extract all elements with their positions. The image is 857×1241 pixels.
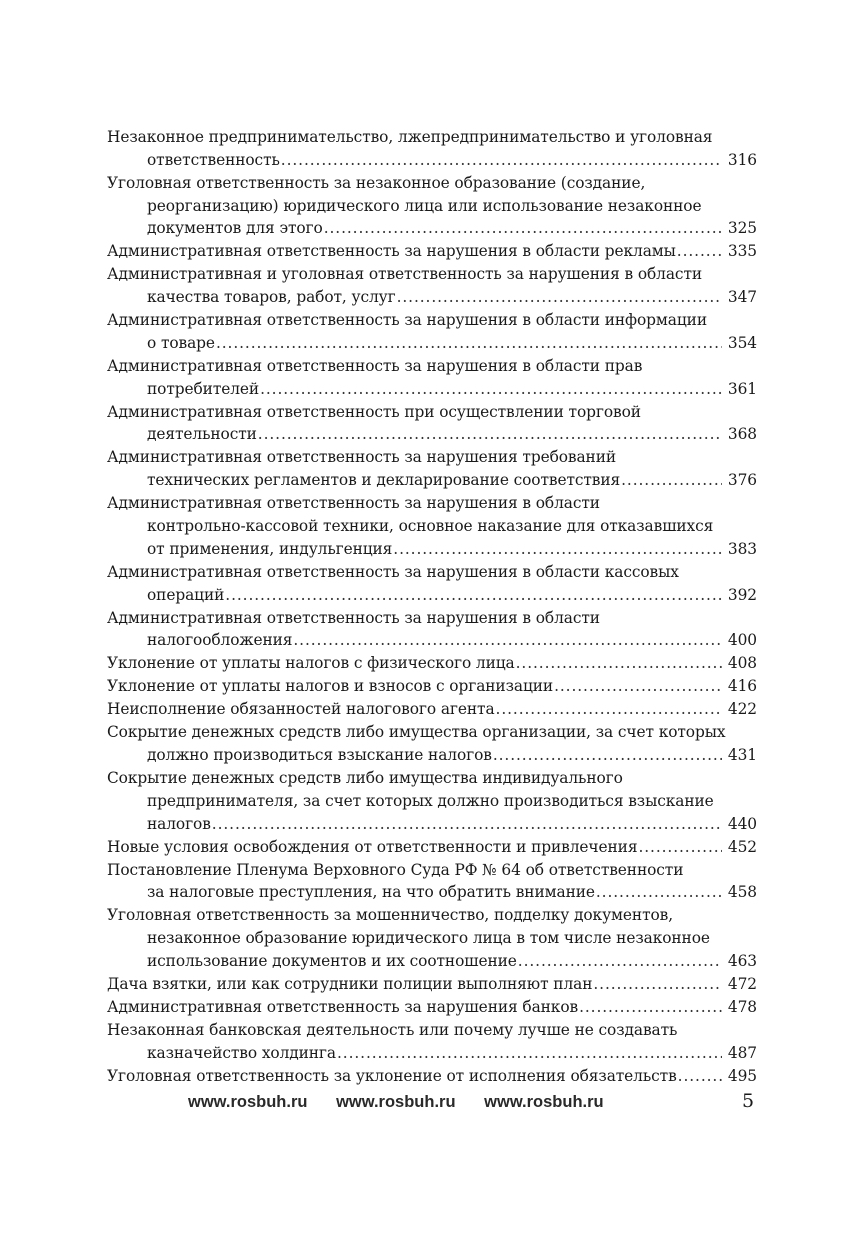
toc-entry-last-line xyxy=(107,217,757,240)
dot-leader xyxy=(260,378,722,401)
dot-leader xyxy=(678,1065,722,1088)
dot-leader xyxy=(554,675,722,698)
toc-entry-last-line xyxy=(107,744,757,767)
toc-page-number: 354 xyxy=(727,333,757,352)
toc-page-number: 416 xyxy=(727,677,757,696)
dot-leader xyxy=(397,286,722,309)
toc-entry-line: Незаконное предпринимательство, лжепредпринимательство и уголовная xyxy=(107,128,713,146)
toc-entry[interactable] xyxy=(107,904,757,972)
toc-entry[interactable] xyxy=(107,126,757,172)
toc-entry[interactable] xyxy=(107,652,757,675)
toc-entry-line: незаконное образование юридического лица в том числе незаконное xyxy=(147,929,710,948)
toc-entry-last-line xyxy=(107,286,757,309)
footer-website-link[interactable]: www.rosbuh.ru xyxy=(484,1093,604,1111)
dot-leader xyxy=(393,538,722,561)
toc-entry-last-line xyxy=(107,1065,757,1088)
toc-entry-title-text: налогообложения xyxy=(147,631,293,650)
toc-entry-title-text: Уклонение от уплаты налогов с физического лица xyxy=(107,654,515,673)
toc-entry[interactable] xyxy=(107,309,757,355)
toc-entry-line: Административная ответственность при осуществлении торговой xyxy=(107,402,641,421)
toc-entry-last-line xyxy=(107,813,757,836)
toc-entry-last-line xyxy=(107,950,757,973)
toc-entry-title-text: ответственность xyxy=(147,150,280,169)
toc-entry[interactable] xyxy=(107,492,757,560)
toc-entry-line: Уголовная ответственность за незаконное образование (создание, xyxy=(107,173,646,192)
toc-entry-last-line xyxy=(107,996,757,1019)
toc-entry-last-line xyxy=(107,149,757,172)
toc-entry-last-line xyxy=(107,698,757,721)
toc-entry-line: Административная ответственность за нарушения в области прав xyxy=(107,356,643,375)
toc-entry[interactable] xyxy=(107,263,757,309)
toc-entry-line: контрольно-кассовой техники, основное наказание для отказавшихся xyxy=(147,517,714,536)
toc-page-number: 316 xyxy=(727,150,757,169)
table-of-contents xyxy=(107,126,757,1088)
toc-entry-title-text: использование документов и их соотношение xyxy=(147,952,517,971)
toc-page-number: 408 xyxy=(727,654,757,673)
toc-entry-last-line xyxy=(107,836,757,859)
toc-entry-title-text: должно производиться взыскание налогов xyxy=(147,746,492,765)
toc-entry-last-line xyxy=(107,652,757,675)
toc-page-number: 495 xyxy=(727,1066,757,1085)
dot-leader xyxy=(516,652,722,675)
toc-entry[interactable] xyxy=(107,767,757,835)
toc-entry[interactable] xyxy=(107,721,757,767)
toc-entry[interactable] xyxy=(107,1019,757,1065)
toc-entry[interactable] xyxy=(107,561,757,607)
toc-entry-title-text: за налоговые преступления, на что обратить внимание xyxy=(147,883,595,902)
dot-leader xyxy=(621,469,722,492)
toc-entry-line: Уголовная ответственность за мошенничество, подделку документов, xyxy=(107,906,673,925)
toc-entry-title-text: Дача взятки, или как сотрудники полиции выполняют план xyxy=(107,975,593,994)
toc-entry[interactable] xyxy=(107,240,757,263)
toc-page-number: 440 xyxy=(727,814,757,833)
toc-entry-title-text: о товаре xyxy=(147,333,215,352)
dot-leader xyxy=(496,698,722,721)
toc-entry-last-line xyxy=(107,378,757,401)
dot-leader xyxy=(281,149,722,172)
toc-entry-last-line xyxy=(107,1042,757,1065)
page-number: 5 xyxy=(742,1090,755,1112)
toc-entry-title-text: Административная ответственность за нарушения банков xyxy=(107,998,579,1017)
toc-entry[interactable] xyxy=(107,859,757,905)
toc-entry-line: реорганизацию) юридического лица или использование незаконное xyxy=(147,196,702,215)
footer-website-link[interactable]: www.rosbuh.ru xyxy=(336,1093,456,1111)
page-footer xyxy=(0,1090,857,1119)
toc-entry-line: Сокрытие денежных средств либо имущества индивидуального xyxy=(107,769,623,788)
footer-website-link[interactable]: www.rosbuh.ru xyxy=(188,1093,308,1111)
toc-page-number: 431 xyxy=(727,746,757,765)
toc-page-number: 368 xyxy=(727,425,757,444)
toc-entry-title-text: налогов xyxy=(147,814,211,833)
toc-entry[interactable] xyxy=(107,973,757,996)
dot-leader xyxy=(212,813,722,836)
toc-entry-title-text: Уголовная ответственность за уклонение от исполнения обязательств xyxy=(107,1066,677,1085)
dot-leader xyxy=(638,836,721,859)
toc-page-number: 472 xyxy=(727,975,757,994)
toc-entry-title-text: операций xyxy=(147,585,225,604)
toc-entry-line: Административная ответственность за нарушения в области xyxy=(107,494,600,513)
toc-entry-line: Административная ответственность за нарушения требований xyxy=(107,448,617,467)
dot-leader xyxy=(596,881,722,904)
toc-entry-title-text: казначейство холдинга xyxy=(147,1043,336,1062)
toc-entry-title-text: документов для этого xyxy=(147,219,323,238)
toc-entry-last-line xyxy=(107,538,757,561)
toc-entry[interactable] xyxy=(107,698,757,721)
toc-entry[interactable] xyxy=(107,675,757,698)
toc-entry-last-line xyxy=(107,332,757,355)
toc-page-number: 376 xyxy=(727,471,757,490)
toc-entry-line: Административная ответственность за нарушения в области xyxy=(107,608,600,627)
toc-entry-last-line xyxy=(107,973,757,996)
dot-leader xyxy=(216,332,722,355)
toc-entry-title-text: технических регламентов и декларирование соответствия xyxy=(147,471,621,490)
toc-entry-title-text: потребителей xyxy=(147,379,260,398)
toc-entry-last-line xyxy=(107,584,757,607)
dot-leader xyxy=(293,629,722,652)
toc-page-number: 452 xyxy=(727,837,757,856)
toc-page-number: 400 xyxy=(727,631,757,650)
toc-entry-title-text: Уклонение от уплаты налогов и взносов с организации xyxy=(107,677,554,696)
toc-page-number: 392 xyxy=(727,585,757,604)
toc-page-number: 478 xyxy=(727,998,757,1017)
toc-entry-last-line xyxy=(107,629,757,652)
toc-page-number: 487 xyxy=(727,1043,757,1062)
dot-leader xyxy=(337,1042,722,1065)
toc-entry-last-line xyxy=(107,240,757,263)
toc-entry-title-text: качества товаров, работ, услуг xyxy=(147,288,396,307)
footer-websites xyxy=(188,1093,628,1112)
toc-entry[interactable] xyxy=(107,172,757,240)
toc-entry-title-text: Неисполнение обязанностей налогового агента xyxy=(107,700,495,719)
toc-entry-last-line xyxy=(107,675,757,698)
toc-page-number: 422 xyxy=(727,700,757,719)
dot-leader xyxy=(493,744,722,767)
dot-leader xyxy=(677,240,722,263)
dot-leader xyxy=(258,423,722,446)
toc-entry[interactable] xyxy=(107,996,757,1019)
dot-leader xyxy=(593,973,722,996)
toc-entry-title-text: от применения, индульгенция xyxy=(147,539,393,558)
toc-entry-last-line xyxy=(107,469,757,492)
toc-entry-title-text: Новые условия освобождения от ответственности и привлечения xyxy=(107,837,638,856)
toc-entry[interactable] xyxy=(107,446,757,492)
toc-page-number: 383 xyxy=(727,539,757,558)
dot-leader xyxy=(324,217,722,240)
toc-entry[interactable] xyxy=(107,607,757,653)
toc-entry[interactable] xyxy=(107,355,757,401)
toc-entry-title-text: деятельности xyxy=(147,425,257,444)
toc-page-number: 347 xyxy=(727,288,757,307)
toc-entry-title-text: Административная ответственность за нарушения в области рекламы xyxy=(107,242,676,261)
toc-page-number: 458 xyxy=(727,883,757,902)
toc-entry-line: Сокрытие денежных средств либо имущества организации, за счет которых xyxy=(107,723,726,742)
dot-leader xyxy=(579,996,722,1019)
toc-entry-last-line xyxy=(107,423,757,446)
toc-entry[interactable] xyxy=(107,401,757,447)
toc-entry-line: Административная ответственность за нарушения в области информации xyxy=(107,311,707,330)
toc-entry-line: Административная и уголовная ответственность за нарушения в области xyxy=(107,265,703,284)
toc-page-number: 463 xyxy=(727,952,757,971)
toc-entry-line: Незаконная банковская деятельность или почему лучше не создавать xyxy=(107,1021,678,1040)
toc-entry-line: Административная ответственность за нарушения в области кассовых xyxy=(107,562,679,581)
dot-leader xyxy=(225,584,722,607)
toc-entry[interactable] xyxy=(107,1065,757,1088)
toc-page-number: 325 xyxy=(727,219,757,238)
toc-page-number: 335 xyxy=(727,242,757,261)
toc-entry-line: Постановление Пленума Верховного Суда РФ № 64 об ответственности xyxy=(107,860,684,879)
toc-entry-line: предпринимателя, за счет которых должно производиться взыскание xyxy=(147,791,714,810)
dot-leader xyxy=(518,950,722,973)
toc-entry-last-line xyxy=(107,881,757,904)
toc-page-number: 361 xyxy=(727,379,757,398)
toc-entry[interactable] xyxy=(107,836,757,859)
